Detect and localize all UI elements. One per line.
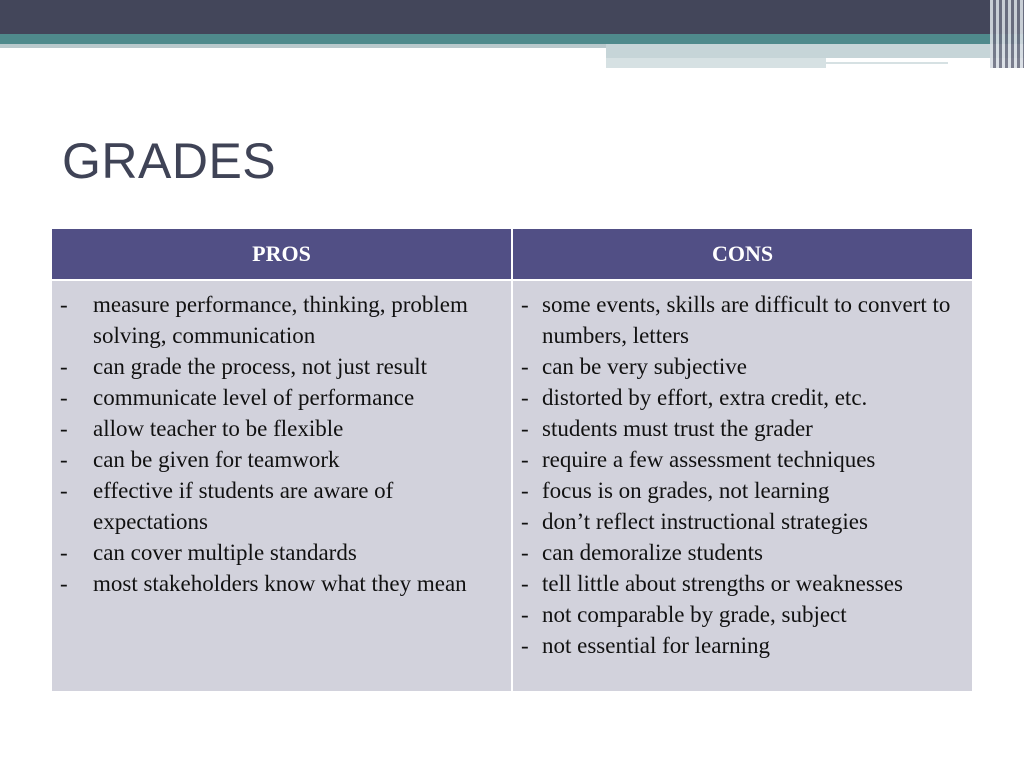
bullet-dash: -	[60, 292, 68, 317]
pros-item-text: can be given for teamwork	[93, 447, 340, 472]
header-band-step-lower	[606, 58, 826, 68]
cons-item	[513, 382, 972, 413]
cons-list	[513, 289, 972, 661]
bullet-dash: -	[60, 354, 68, 379]
cons-item-text: don’t reflect instructional strategies	[542, 509, 868, 534]
cons-item	[513, 568, 972, 599]
cons-item-text: focus is on grades, not learning	[542, 478, 830, 503]
cons-item-text: not essential for learning	[542, 633, 771, 658]
cons-cell	[513, 281, 972, 691]
bullet-dash: -	[521, 385, 529, 410]
pros-cell	[52, 281, 511, 691]
pros-item	[52, 289, 511, 351]
pros-item-text: can cover multiple standards	[93, 540, 357, 565]
pros-item	[52, 413, 511, 444]
bullet-dash: -	[60, 447, 68, 472]
pros-item-text: measure performance, thinking, problem solving, communication	[93, 292, 468, 348]
pros-item	[52, 537, 511, 568]
cons-item-text: some events, skills are difficult to convert to numbers, letters	[542, 292, 951, 348]
pros-header: PROS	[52, 229, 511, 279]
header-band-step	[606, 44, 1024, 58]
cons-item	[513, 413, 972, 444]
pros-item	[52, 444, 511, 475]
header-band-teal	[0, 34, 1024, 44]
bullet-dash: -	[521, 633, 529, 658]
cons-item	[513, 475, 972, 506]
bullet-dash: -	[60, 385, 68, 410]
cons-item-text: can be very subjective	[542, 354, 747, 379]
bullet-dash: -	[521, 292, 529, 317]
pros-item	[52, 351, 511, 382]
slide-title: GRADES	[62, 133, 277, 189]
header-stripes-decoration	[990, 0, 1024, 68]
pros-item	[52, 382, 511, 413]
cons-item-text: students must trust the grader	[542, 416, 813, 441]
bullet-dash: -	[521, 540, 529, 565]
pros-cons-table	[52, 229, 972, 691]
cons-item-text: require a few assessment techniques	[542, 447, 876, 472]
bullet-dash: -	[60, 571, 68, 596]
cons-header: CONS	[513, 229, 972, 279]
pros-list	[52, 289, 511, 599]
bullet-dash: -	[521, 478, 529, 503]
header-band-dark	[0, 0, 1024, 34]
bullet-dash: -	[60, 416, 68, 441]
cons-item	[513, 444, 972, 475]
cons-item	[513, 506, 972, 537]
cons-item	[513, 351, 972, 382]
pros-item-text: most stakeholders know what they mean	[93, 571, 467, 596]
bullet-dash: -	[521, 509, 529, 534]
bullet-dash: -	[60, 478, 68, 503]
pros-item-text: communicate level of performance	[93, 385, 415, 410]
cons-item-text: tell little about strengths or weaknesses	[542, 571, 903, 596]
cons-item	[513, 599, 972, 630]
pros-item	[52, 568, 511, 599]
pros-item-text: can grade the process, not just result	[93, 354, 428, 379]
bullet-dash: -	[521, 602, 529, 627]
header-band-line	[826, 62, 948, 64]
bullet-dash: -	[521, 416, 529, 441]
cons-item-text: not comparable by grade, subject	[542, 602, 847, 627]
pros-item-text: effective if students are aware of expectations	[93, 478, 394, 534]
cons-item	[513, 289, 972, 351]
bullet-dash: -	[521, 354, 529, 379]
bullet-dash: -	[60, 540, 68, 565]
cons-item	[513, 537, 972, 568]
cons-item-text: distorted by effort, extra credit, etc.	[542, 385, 868, 410]
bullet-dash: -	[521, 571, 529, 596]
pros-item-text: allow teacher to be flexible	[93, 416, 344, 441]
cons-item	[513, 630, 972, 661]
cons-item-text: can demoralize students	[542, 540, 763, 565]
bullet-dash: -	[521, 447, 529, 472]
pros-item	[52, 475, 511, 537]
